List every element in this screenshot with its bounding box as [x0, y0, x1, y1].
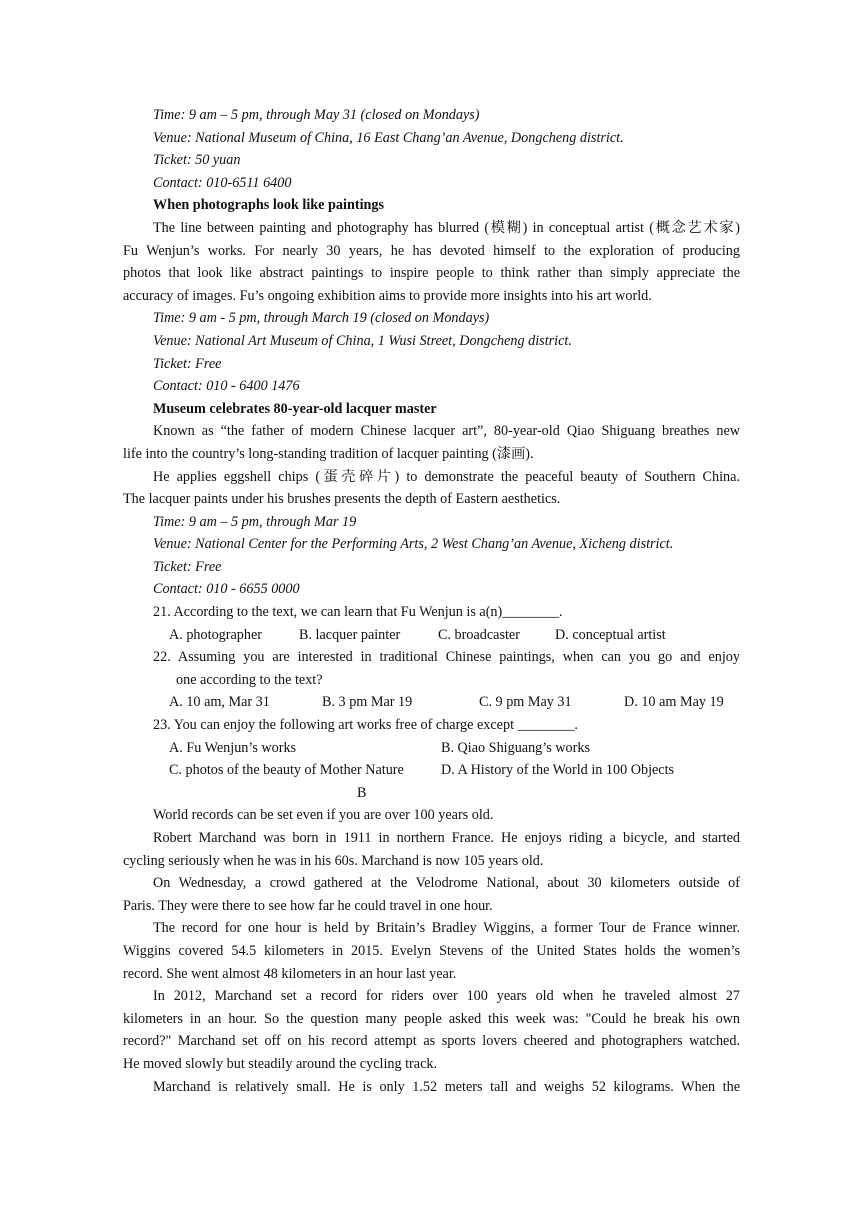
q21-option-b: B. lacquer painter [299, 626, 401, 643]
event2-time: Time: 9 am - 5 pm, through March 19 (closed on Mondays) [153, 310, 490, 327]
q23-option-c: C. photos of the beauty of Mother Nature [169, 762, 404, 779]
event3-venue: Venue: National Center for the Performing Arts, 2 West Chang’an Avenue, Xicheng district. [153, 536, 674, 553]
event3-ticket: Ticket: Free [153, 558, 222, 575]
section-heading-lacquer: Museum celebrates 80-year-old lacquer master [153, 400, 437, 417]
question-23-options-row2 [123, 759, 740, 782]
section-heading-photographs: When photographs look like paintings [153, 197, 385, 214]
event2-contact: Contact: 010 - 6400 1476 [153, 378, 300, 395]
document-page [123, 104, 740, 1098]
question-22-options [123, 691, 740, 714]
paragraph-line: Robert Marchand was born in 1911 in northern France. He enjoys riding a bicycle, and started [153, 830, 740, 846]
paragraph-line: cycling seriously when he was in his 60s. Marchand is now 105 years old. [123, 852, 544, 869]
paragraph-line: The record for one hour is held by Britain’s Bradley Wiggins, a former Tour de France winner. [153, 920, 740, 937]
event3-time: Time: 9 am – 5 pm, through Mar 19 [153, 513, 357, 530]
q22-option-b: B. 3 pm Mar 19 [322, 694, 413, 711]
paragraph-line: photos that look like abstract paintings to inspire people to think rather than simply appreciate the [123, 265, 740, 282]
question-21-options [123, 624, 740, 647]
question-23: 23. You can enjoy the following art works free of charge except ________. [153, 717, 578, 734]
paragraph-line: On Wednesday, a crowd gathered at the Velodrome National, about 30 kilometers outside of [153, 875, 740, 892]
question-21: 21. According to the text, we can learn that Fu Wenjun is a(n)________. [153, 604, 563, 621]
paragraph-line: Fu Wenjun’s works. For nearly 30 years, he has devoted himself to the exploration of producing [123, 242, 740, 259]
event3-contact: Contact: 010 - 6655 0000 [153, 581, 300, 598]
event1-ticket: Ticket: 50 yuan [153, 152, 241, 169]
paragraph-line: Marchand is relatively small. He is only 1.52 meters tall and weighs 52 kilograms. When the [153, 1078, 740, 1095]
q21-option-d: D. conceptual artist [555, 626, 666, 643]
question-23-options-row1 [123, 737, 740, 760]
paragraph-line: World records can be set even if you are over 100 years old. [153, 807, 494, 824]
event1-time: Time: 9 am – 5 pm, through May 31 (closed on Mondays) [153, 107, 480, 123]
paragraph-line: record?" Marchand set off on his record attempt as sports lovers cheered and photographers watched. [123, 1033, 740, 1050]
passage-label-b: B [357, 784, 367, 801]
paragraph-line: In 2012, Marchand set a record for riders over 100 years old when he traveled almost 27 [153, 988, 740, 1005]
paragraph-line: kilometers in an hour. So the question many people asked this week was: "Could he break his own [123, 1010, 740, 1027]
q22-option-c: C. 9 pm May 31 [479, 694, 572, 711]
paragraph-line: He moved slowly but steadily around the cycling track. [123, 1055, 438, 1072]
q21-option-c: C. broadcaster [438, 626, 520, 643]
event2-venue: Venue: National Art Museum of China, 1 Wusi Street, Dongcheng district. [153, 332, 572, 349]
paragraph-line: Known as “the father of modern Chinese lacquer art”, 80-year-old Qiao Shiguang breathes new [153, 423, 740, 440]
event1-contact: Contact: 010-6511 6400 [153, 174, 292, 191]
question-22-cont: one according to the text? [176, 671, 323, 688]
event2-ticket: Ticket: Free [153, 355, 222, 372]
question-22: 22. Assuming you are interested in traditional Chinese paintings, when can you go and enjoy [153, 649, 740, 666]
q21-option-a: A. photographer [169, 626, 262, 643]
paragraph-line: life into the country’s long-standing tradition of lacquer painting (漆画). [123, 445, 534, 462]
q22-option-a: A. 10 am, Mar 31 [169, 694, 270, 711]
q23-option-a: A. Fu Wenjun’s works [169, 739, 297, 756]
paragraph-line: Wiggins covered 54.5 kilometers in 2015. Evelyn Stevens of the United States holds the women’s [123, 942, 740, 959]
paragraph-line: The line between painting and photography has blurred (模糊) in conceptual artist (概念艺术家) [153, 219, 740, 236]
q23-option-d: D. A History of the World in 100 Objects [441, 762, 675, 779]
paragraph-line: Paris. They were there to see how far he could travel in one hour. [123, 897, 493, 914]
event1-venue: Venue: National Museum of China, 16 East Chang’an Avenue, Dongcheng district. [153, 129, 624, 146]
q23-option-b: B. Qiao Shiguang’s works [441, 739, 590, 756]
paragraph-line: accuracy of images. Fu’s ongoing exhibition aims to provide more insights into his art world. [123, 287, 652, 304]
q22-option-d: D. 10 am May 19 [624, 694, 724, 711]
paragraph-line: The lacquer paints under his brushes presents the depth of Eastern aesthetics. [123, 491, 561, 508]
paragraph-line: record. She went almost 48 kilometers in an hour last year. [123, 965, 457, 982]
paragraph-line: He applies eggshell chips (蛋壳碎片) to demonstrate the peaceful beauty of Southern China. [153, 468, 740, 485]
